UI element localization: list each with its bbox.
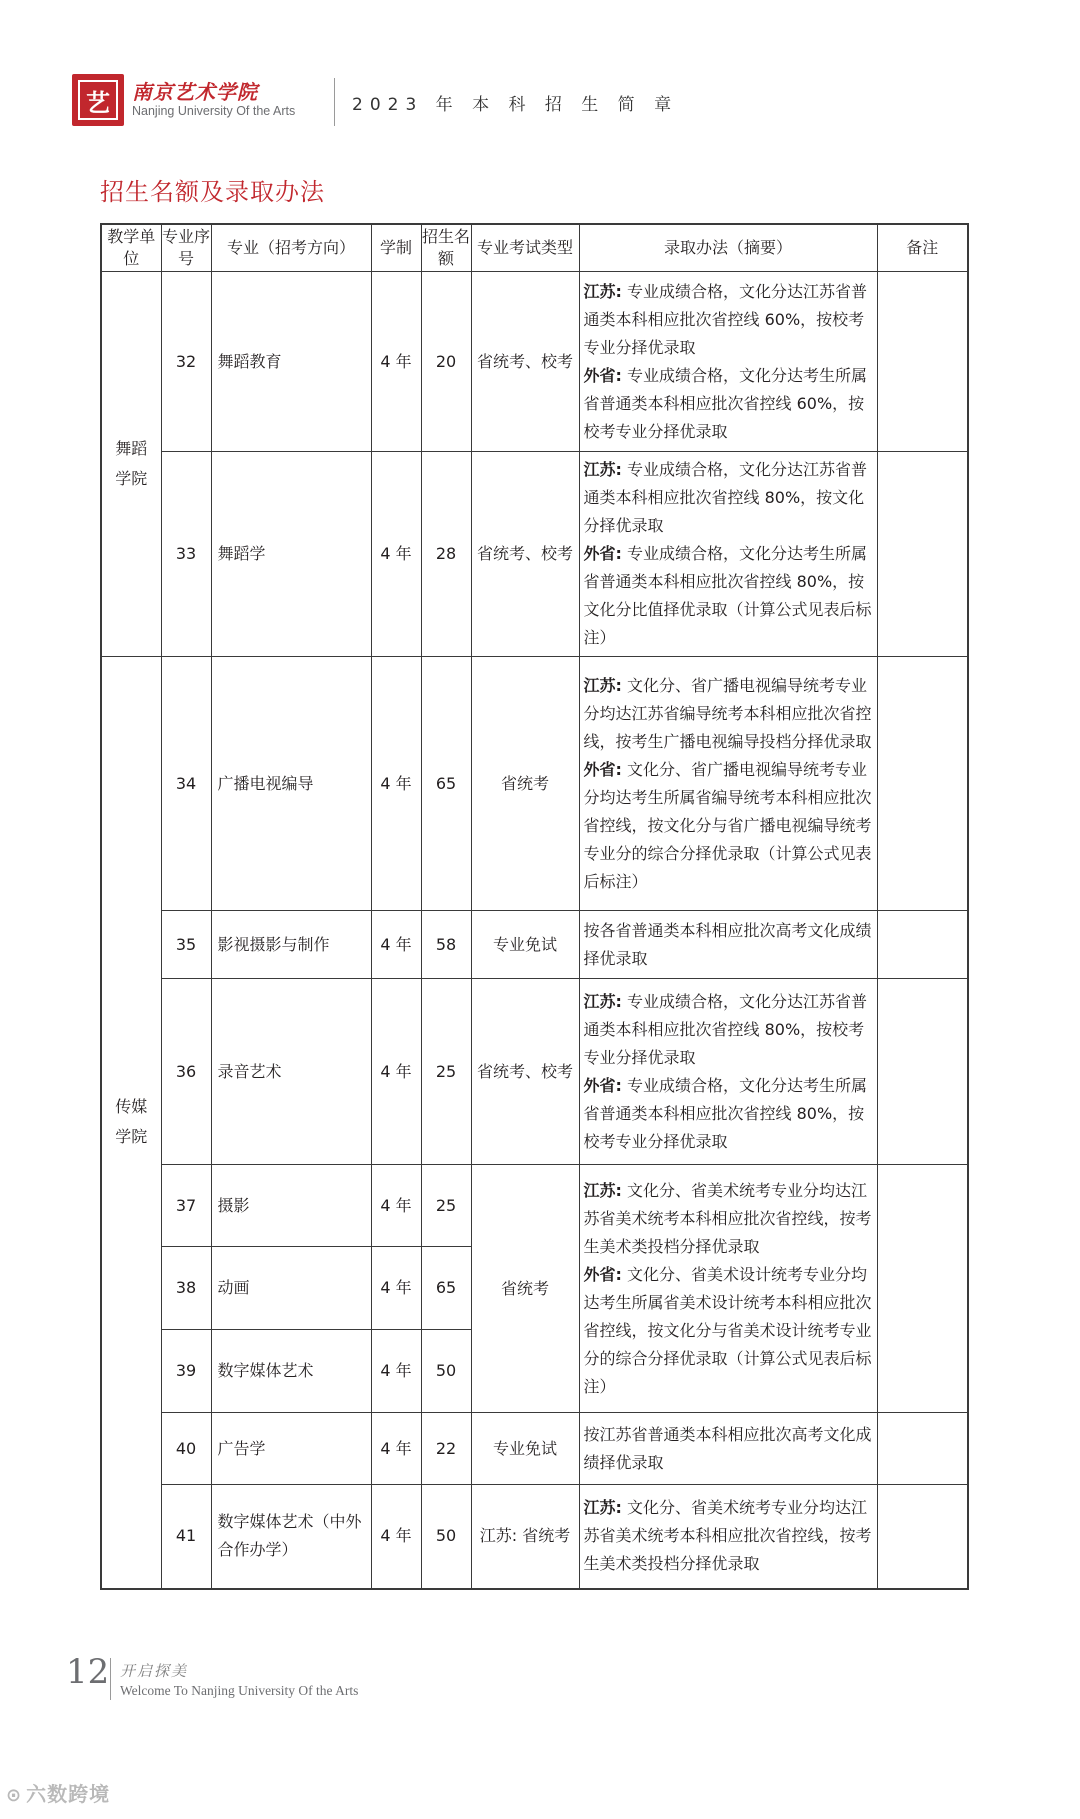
university-name-en: Nanjing University Of the Arts [132, 104, 296, 118]
seq-cell: 37 [161, 1165, 211, 1247]
quota-cell: 65 [421, 657, 471, 911]
page-header [72, 72, 972, 132]
years-cell: 4 年 [371, 979, 421, 1165]
footer-tagline-en: Welcome To Nanjing University Of the Arts [120, 1683, 359, 1698]
header-major: 专业（招考方向） [211, 224, 371, 272]
exam-cell: 省统考、校考 [471, 979, 579, 1165]
years-cell: 4 年 [371, 657, 421, 911]
note-cell [877, 911, 968, 979]
major-cell: 录音艺术 [211, 979, 371, 1165]
seq-cell: 32 [161, 272, 211, 452]
header-unit: 教学单位 [101, 224, 161, 272]
table-row [101, 272, 968, 452]
table-row [101, 911, 968, 979]
method-cell: 江苏: 文化分、省广播电视编导统考专业分均达江苏省编导统考本科相应批次省控线，按考生广播电视编导投档分择优录取 外省: 文化分、省广播电视编导统考专业分均达考生所属省编导统考本科相应批次省控线，按文化分与省广播电视编导统考专业分的综合分择优录取（计算公式见表后标注） [579, 657, 877, 911]
footer-divider [110, 1658, 111, 1700]
section-title: 招生名额及录取办法 [100, 178, 325, 206]
table-row [101, 657, 968, 911]
header-exam: 专业考试类型 [471, 224, 579, 272]
quota-cell: 20 [421, 272, 471, 452]
header-note: 备注 [877, 224, 968, 272]
quota-cell: 22 [421, 1413, 471, 1485]
exam-cell: 省统考 [471, 1165, 579, 1413]
seq-cell: 39 [161, 1330, 211, 1413]
major-cell: 广告学 [211, 1413, 371, 1485]
major-cell: 动画 [211, 1247, 371, 1330]
major-cell: 舞蹈教育 [211, 272, 371, 452]
years-cell: 4 年 [371, 1330, 421, 1413]
note-cell [877, 979, 968, 1165]
exam-cell: 专业免试 [471, 911, 579, 979]
brochure-title: 2023 年 本 科 招 生 简 章 [352, 95, 679, 115]
exam-cell: 省统考 [471, 657, 579, 911]
major-cell: 数字媒体艺术（中外合作办学） [211, 1485, 371, 1589]
unit-cell: 传媒学院 [101, 657, 161, 1589]
method-cell: 江苏: 文化分、省美术统考专业分均达江苏省美术统考本科相应批次省控线，按考生美术类投档分择优录取 [579, 1485, 877, 1589]
years-cell: 4 年 [371, 1413, 421, 1485]
method-cell: 按江苏省普通类本科相应批次高考文化成绩择优录取 [579, 1413, 877, 1485]
quota-cell: 25 [421, 979, 471, 1165]
seq-cell: 34 [161, 657, 211, 911]
watermark: ⊙ 六数跨境 [6, 1782, 111, 1806]
method-cell: 江苏: 专业成绩合格，文化分达江苏省普通类本科相应批次省控线 80%，按文化分择优录取 外省: 专业成绩合格，文化分达考生所属省普通类本科相应批次省控线 80%，按文化分比值择优录取（计算公式见表后标注） [579, 452, 877, 657]
quota-cell: 28 [421, 452, 471, 657]
years-cell: 4 年 [371, 272, 421, 452]
table-header-row [101, 224, 968, 272]
header-years: 学制 [371, 224, 421, 272]
header-divider [334, 78, 335, 126]
method-cell: 江苏: 文化分、省美术统考专业分均达江苏省美术统考本科相应批次省控线，按考生美术类投档分择优录取 外省: 文化分、省美术设计统考专业分均达考生所属省美术设计统考本科相应批次省控线，按文化分与省美术设计统考专业分的综合分择优录取（计算公式见表后标注） [579, 1165, 877, 1413]
quota-cell: 58 [421, 911, 471, 979]
seq-cell: 41 [161, 1485, 211, 1589]
years-cell: 4 年 [371, 911, 421, 979]
table-row [101, 1413, 968, 1485]
university-name-cn: 南京艺术学院 [132, 80, 258, 104]
exam-cell: 省统考、校考 [471, 452, 579, 657]
quota-cell: 65 [421, 1247, 471, 1330]
note-cell [877, 1165, 968, 1413]
exam-cell: 专业免试 [471, 1413, 579, 1485]
unit-cell: 舞蹈学院 [101, 272, 161, 657]
page-number: 12 [66, 1652, 110, 1692]
exam-cell: 省统考、校考 [471, 272, 579, 452]
table-row [101, 452, 968, 657]
major-cell: 舞蹈学 [211, 452, 371, 657]
note-cell [877, 452, 968, 657]
major-cell: 影视摄影与制作 [211, 911, 371, 979]
major-cell: 摄影 [211, 1165, 371, 1247]
header-method: 录取办法（摘要） [579, 224, 877, 272]
seq-cell: 35 [161, 911, 211, 979]
table-row [101, 979, 968, 1165]
header-quota: 招生名额 [421, 224, 471, 272]
seq-cell: 40 [161, 1413, 211, 1485]
years-cell: 4 年 [371, 1165, 421, 1247]
seq-cell: 38 [161, 1247, 211, 1330]
years-cell: 4 年 [371, 1485, 421, 1589]
exam-cell: 江苏: 省统考 [471, 1485, 579, 1589]
quota-cell: 50 [421, 1330, 471, 1413]
note-cell [877, 1485, 968, 1589]
header-seq: 专业序号 [161, 224, 211, 272]
note-cell [877, 657, 968, 911]
major-cell: 广播电视编导 [211, 657, 371, 911]
seq-cell: 33 [161, 452, 211, 657]
method-cell: 江苏: 专业成绩合格，文化分达江苏省普通类本科相应批次省控线 80%，按校考专业分择优录取 外省: 专业成绩合格，文化分达考生所属省普通类本科相应批次省控线 80%，按校考专业分择优录取 [579, 979, 877, 1165]
note-cell [877, 1413, 968, 1485]
years-cell: 4 年 [371, 1247, 421, 1330]
quota-cell: 25 [421, 1165, 471, 1247]
university-logo: 艺 [72, 74, 124, 126]
footer-tagline-cn: 开启探美 [120, 1662, 189, 1680]
method-cell: 按各省普通类本科相应批次高考文化成绩择优录取 [579, 911, 877, 979]
years-cell: 4 年 [371, 452, 421, 657]
major-cell: 数字媒体艺术 [211, 1330, 371, 1413]
method-cell: 江苏: 专业成绩合格，文化分达江苏省普通类本科相应批次省控线 60%，按校考专业分择优录取 外省: 专业成绩合格，文化分达考生所属省普通类本科相应批次省控线 60%，按校考专业分择优录取 [579, 272, 877, 452]
admission-table [100, 223, 967, 1590]
table-row [101, 1165, 968, 1247]
table-row [101, 1485, 968, 1589]
seq-cell: 36 [161, 979, 211, 1165]
note-cell [877, 272, 968, 452]
watermark-logo-icon: ⊙ [6, 1785, 23, 1806]
quota-cell: 50 [421, 1485, 471, 1589]
